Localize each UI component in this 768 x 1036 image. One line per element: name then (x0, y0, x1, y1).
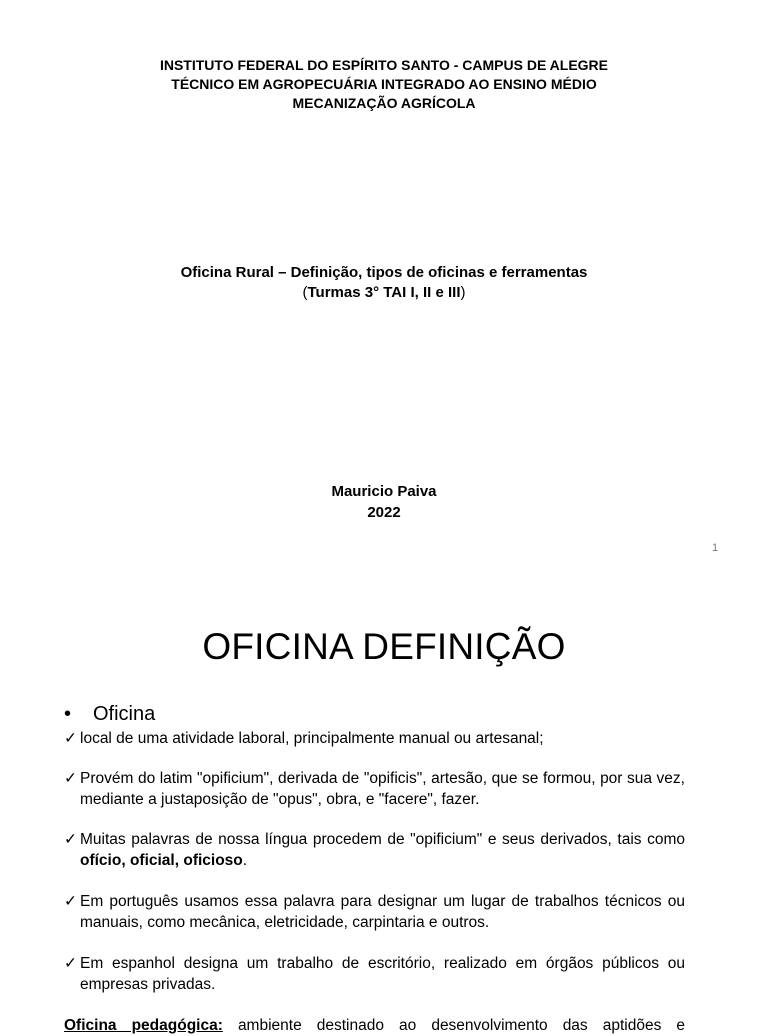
check-item-text: Em espanhol designa um trabalho de escritório, realizado em órgãos públicos ou empresas privadas. (80, 955, 685, 993)
course-name: TÉCNICO EM AGROPECUÁRIA INTEGRADO AO ENSINO MÉDIO (171, 76, 597, 92)
check-item (64, 829, 685, 871)
check-item-text: Muitas palavras de nossa língua procedem de "opificium" e seus derivados, tais como (80, 831, 685, 848)
checkmark-icon: ✓ (64, 955, 77, 972)
page-number: 1 (712, 542, 719, 554)
pedagogical-workshop-line (64, 1015, 685, 1036)
checkmark-icon: ✓ (64, 831, 77, 848)
check-item-text: Provém do latim "opificium", derivada de "opificis", artesão, que se formou, por sua vez, mediante a justaposição de "opus", obra, e "facere", fazer. (80, 770, 685, 808)
title-line-2 (0, 283, 768, 303)
slide-title: OFICINA DEFINIÇÃO (202, 626, 566, 667)
slide-definition (0, 560, 768, 1034)
check-item-text: local de uma atividade laboral, principalmente manual ou artesanal; (80, 730, 544, 747)
check-item (64, 891, 685, 933)
check-item (64, 728, 685, 749)
bullet-oficina (64, 702, 155, 726)
checkmark-icon: ✓ (64, 730, 77, 747)
pedagogical-workshop-term: Oficina pedagógica: (64, 1017, 223, 1034)
check-item-text: Em português usamos essa palavra para designar um lugar de trabalhos técnicos ou manuais, como mecânica, eletricidade, carpintaria e outros. (80, 893, 685, 931)
class-groups: Turmas 3° TAI I, II e III (307, 284, 461, 301)
check-item (64, 953, 685, 995)
bullet-dot: • (64, 703, 72, 725)
check-item-bold-terms: ofício, oficial, oficioso (80, 852, 243, 869)
checkmark-icon: ✓ (64, 893, 77, 910)
institution-header (0, 56, 768, 113)
check-item-end: . (242, 852, 248, 869)
pedagogical-workshop-text: ambiente destinado ao desenvolvimento das aptidões e (222, 1017, 686, 1034)
subject-name: MECANIZAÇÃO AGRÍCOLA (292, 95, 476, 111)
title-line-1: Oficina Rural – Definição, tipos de oficinas e ferramentas (180, 264, 588, 281)
check-item (64, 768, 685, 810)
bullet-label: Oficina (93, 703, 156, 725)
paren-close: ) (460, 284, 466, 301)
document-year: 2022 (367, 504, 401, 521)
checkmark-icon: ✓ (64, 770, 77, 787)
author-name: Mauricio Paiva (331, 483, 437, 500)
institution-name: INSTITUTO FEDERAL DO ESPÍRITO SANTO - CAMPUS DE ALEGRE (159, 57, 609, 73)
document-title (0, 263, 768, 303)
paren-open: ( (302, 284, 308, 301)
author-block (0, 481, 768, 523)
